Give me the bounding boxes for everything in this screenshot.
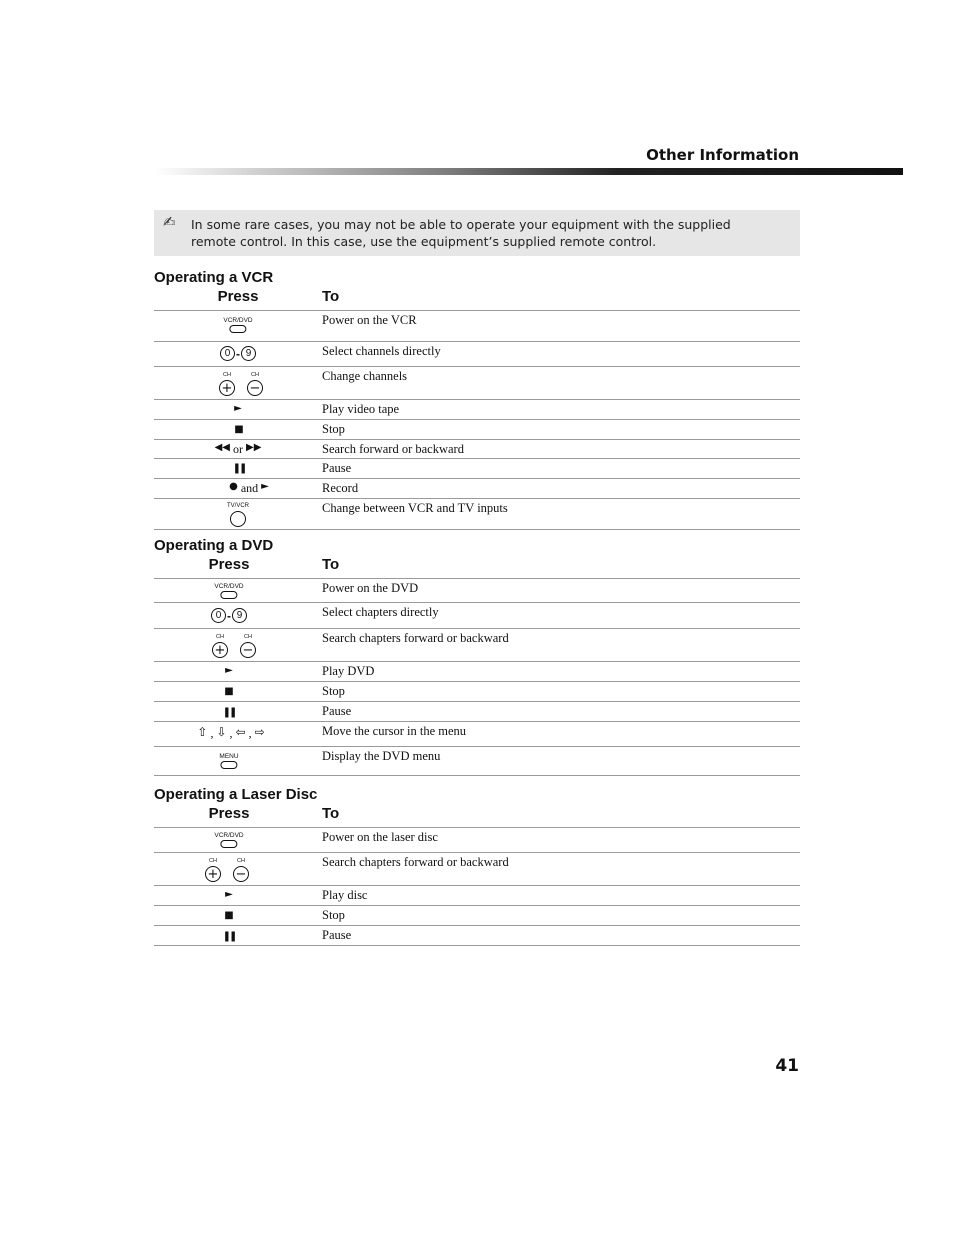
to-cell: Search chapters forward or backward [322, 855, 509, 869]
to-cell: Play video tape [322, 402, 400, 416]
table-row [154, 926, 800, 946]
press-cell [224, 910, 233, 922]
press-cell [214, 583, 243, 599]
connector-text: and [240, 481, 259, 495]
dvd-table-header [154, 556, 800, 579]
to-cell: Play disc [322, 888, 368, 902]
press-cell [225, 889, 233, 901]
table-row [154, 682, 800, 702]
channel-buttons-icon: CH + CH − [205, 858, 249, 882]
table-row [154, 886, 800, 906]
table-row [154, 499, 800, 530]
pause-icon: ❚❚ [232, 463, 246, 474]
number-buttons-icon: 0 - 9 [220, 346, 256, 361]
note-text-line: remote control. In this case, use the equipment’s supplied remote control. [191, 234, 657, 249]
tv-vcr-button-icon [227, 503, 249, 527]
channel-down-icon: − [240, 642, 256, 658]
to-cell: Stop [322, 908, 345, 922]
arrow-down-icon: ⇩ [216, 725, 227, 739]
table-row [154, 828, 800, 853]
note-text-line: In some rare cases, you may not be able to operate your equipment with the supplied [191, 217, 731, 232]
section-title: Other Information [646, 146, 799, 164]
press-cell [219, 372, 263, 396]
press-cell: ⇧ , ⇩ , ⇦ , ⇨ [197, 725, 265, 740]
col-to: To [322, 556, 340, 573]
to-cell: Power on the DVD [322, 581, 419, 595]
note-text [191, 216, 781, 250]
to-cell: Change between VCR and TV inputs [322, 501, 508, 515]
press-cell [211, 608, 247, 623]
table-row [154, 459, 800, 479]
vcr-table-header [154, 288, 800, 311]
table-row [154, 702, 800, 722]
stop-icon: ■ [234, 424, 244, 435]
col-press: Press [208, 805, 250, 822]
page-number: 41 [775, 1056, 799, 1076]
channel-buttons-icon: CH + CH − [219, 372, 263, 396]
stop-icon: ■ [224, 686, 234, 697]
press-cell [205, 858, 249, 882]
press-cell [234, 424, 243, 436]
arrow-up-icon: ⇧ [197, 725, 208, 739]
press-cell [223, 707, 236, 719]
pause-icon: ❚❚ [222, 707, 236, 718]
dvd-section [154, 536, 800, 776]
channel-up-icon: + [219, 380, 235, 396]
to-cell: Power on the VCR [322, 313, 417, 327]
pencil-note-icon: ✍ [163, 213, 176, 231]
menu-button-icon [219, 753, 238, 769]
table-row [154, 311, 800, 342]
table-row [154, 342, 800, 367]
pause-icon: ❚❚ [222, 931, 236, 942]
button-label: TV/VCR [226, 503, 250, 509]
press-cell [223, 317, 252, 333]
to-cell: Play DVD [322, 664, 375, 678]
col-press: Press [208, 556, 250, 573]
col-to: To [322, 288, 340, 305]
press-cell [224, 686, 233, 698]
press-cell [214, 832, 243, 848]
to-cell: Select channels directly [322, 344, 441, 358]
vcr-dvd-button-icon [214, 832, 243, 848]
play-icon: ► [234, 403, 242, 414]
laserdisc-title: Operating a Laser Disc [154, 786, 318, 803]
dvd-title: Operating a DVD [154, 537, 274, 554]
to-cell: Pause [322, 461, 352, 475]
button-label: VCR/DVD [214, 583, 244, 590]
vcr-title: Operating a VCR [154, 269, 274, 286]
header-rule [154, 168, 903, 175]
laserdisc-section [154, 785, 800, 946]
col-press: Press [217, 288, 259, 305]
to-cell: Stop [322, 684, 345, 698]
vcr-dvd-button-icon [223, 317, 252, 333]
press-cell [225, 665, 233, 677]
channel-down-icon: − [247, 380, 263, 396]
number-buttons-icon: 0 - 9 [211, 608, 247, 623]
table-row [154, 722, 800, 747]
play-icon: ► [261, 481, 269, 492]
table-row [154, 853, 800, 886]
channel-up-icon: + [205, 866, 221, 882]
to-cell: Pause [322, 704, 352, 718]
table-row [154, 747, 800, 776]
to-cell: Search chapters forward or backward [322, 631, 509, 645]
button-label: VCR/DVD [214, 832, 244, 839]
fast-forward-icon: ▶▶ [246, 442, 262, 453]
table-row [154, 603, 800, 629]
vcr-dvd-button-icon [214, 583, 243, 599]
note-box [154, 210, 800, 256]
press-cell [229, 481, 269, 496]
table-row [154, 479, 800, 499]
arrow-left-icon: ⇦ [235, 725, 246, 739]
press-cell [212, 634, 256, 658]
table-row [154, 367, 800, 400]
press-cell [220, 346, 256, 361]
press-cell [234, 403, 242, 415]
table-row [154, 906, 800, 926]
stop-icon: ■ [224, 910, 234, 921]
table-row [154, 440, 800, 459]
rewind-icon: ◀◀ [214, 442, 230, 453]
to-cell: Move the cursor in the menu [322, 724, 467, 738]
press-cell [227, 503, 249, 527]
press-cell [219, 753, 238, 769]
channel-buttons-icon: CH + CH − [212, 634, 256, 658]
button-label: VCR/DVD [223, 317, 253, 324]
channel-down-icon: − [233, 866, 249, 882]
table-row [154, 662, 800, 682]
connector-text: or [233, 442, 243, 456]
to-cell: Search forward or backward [322, 442, 464, 456]
play-icon: ► [225, 889, 233, 900]
press-cell [223, 931, 236, 943]
arrow-right-icon: ⇨ [254, 725, 265, 739]
record-icon: ● [229, 481, 238, 492]
to-cell: Select chapters directly [322, 605, 439, 619]
press-cell [233, 463, 246, 475]
laserdisc-table-header [154, 805, 800, 828]
col-to: To [322, 805, 340, 822]
to-cell: Record [322, 481, 359, 495]
table-row [154, 579, 800, 603]
to-cell: Power on the laser disc [322, 830, 438, 844]
button-label: MENU [219, 753, 239, 760]
vcr-section [154, 268, 800, 530]
to-cell: Stop [322, 422, 345, 436]
press-cell [215, 442, 262, 457]
to-cell: Change channels [322, 369, 408, 383]
play-icon: ► [225, 665, 233, 676]
to-cell: Pause [322, 928, 352, 942]
table-row [154, 400, 800, 420]
channel-up-icon: + [212, 642, 228, 658]
table-row [154, 629, 800, 662]
to-cell: Display the DVD menu [322, 749, 441, 763]
table-row [154, 420, 800, 440]
